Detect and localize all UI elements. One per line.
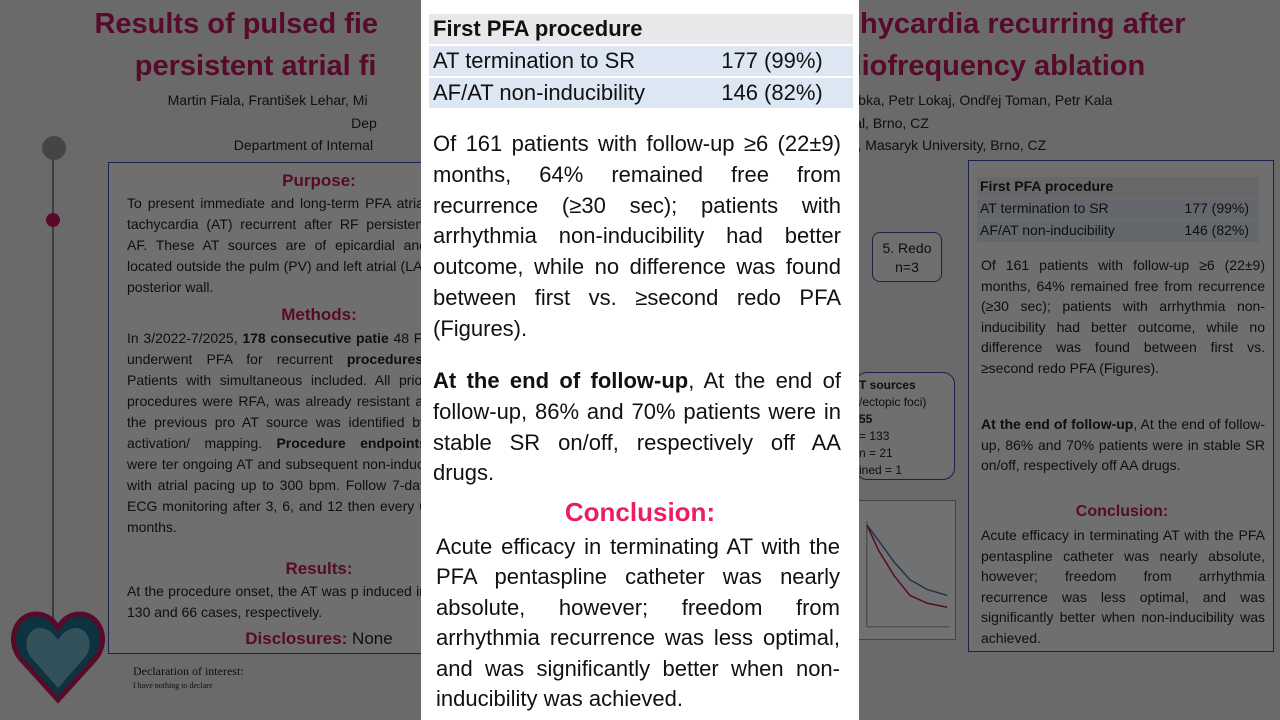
table-header-text: First PFA procedure [433,16,643,41]
zoomed-results-card [421,0,859,720]
followup-paragraph: Of 161 patients with follow-up ≥6 (22±9) months, 64% remained free from recurrence (≥30 sec); patients with arrhythmia non-inducibility had better outcome, while no difference was found between first vs. ≥second redo PFA (Figures). [433,131,841,341]
table-row1-value: 177 (99%) [721,48,823,73]
table-row1-label: AT termination to SR [433,48,636,73]
conclusion-heading: Conclusion: [564,497,716,527]
table-row2-label: AF/AT non-inducibility [433,80,645,105]
table-row2-value: 146 (82%) [721,80,823,105]
conclusion-text: Acute efficacy in terminating AT with the PFA pentaspline catheter was nearly absolute, however; freedom from arrhythmia recurrence was less optimal, and was significantly better when non-inducibility was achieved. [436,534,840,712]
end-of-followup-bold: At the end of follow-up [433,368,689,393]
first-pfa-table [429,14,853,108]
table-header-row [429,14,853,44]
end-of-followup-paragraph [433,366,841,489]
table-row [429,46,853,76]
table-row [429,78,853,108]
end-of-followup-rest: , At the end of follow-up, 86% and 70% patients were in stable SR on/off, respectively off AA drugs. [433,368,841,486]
